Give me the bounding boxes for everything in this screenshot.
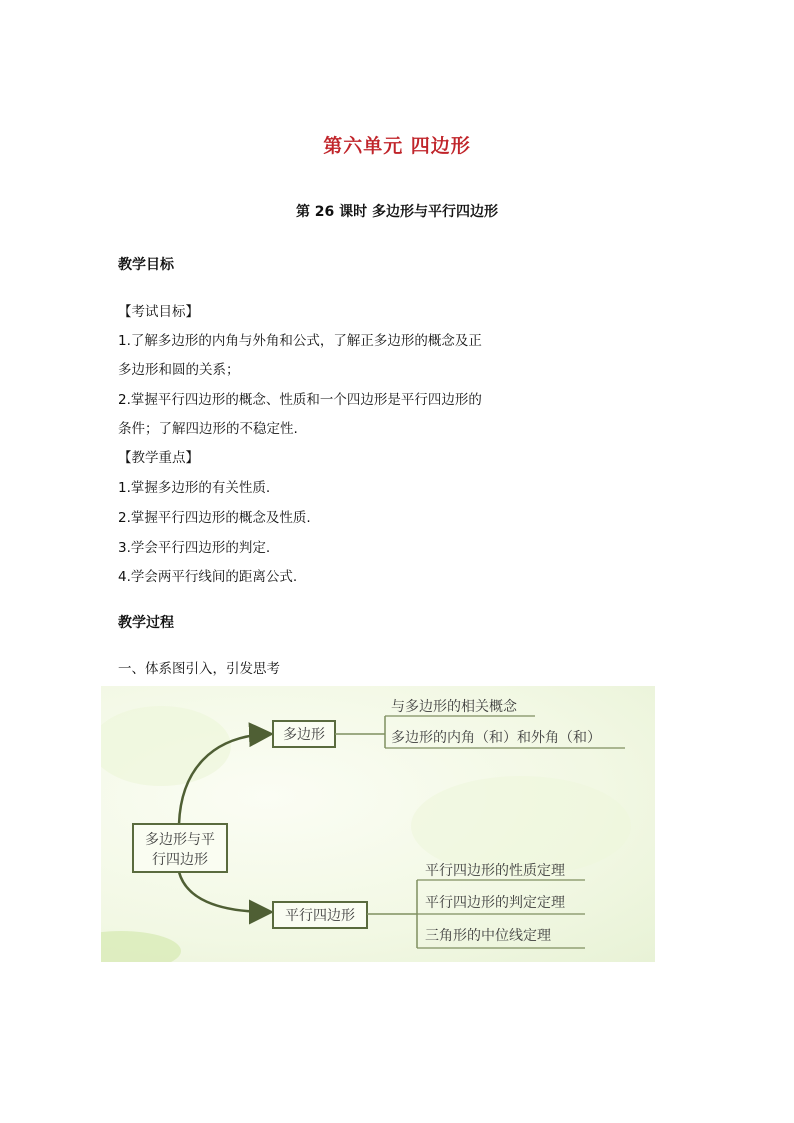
leaf-decoration	[411, 776, 631, 876]
process-heading: 教学过程	[118, 615, 174, 631]
teaching-goals-heading: 教学目标	[118, 257, 174, 273]
lesson-title: 第 26 课时 多边形与平行四边形	[295, 204, 499, 220]
unit-title: 第六单元 四边形	[323, 135, 471, 157]
parallelogram-label: 平行四边形	[285, 908, 355, 924]
leaf-decoration	[101, 706, 231, 786]
section-one-title: 一、体系图引入，引发思考	[118, 661, 280, 677]
key-point-line: 2.掌握平行四边形的概念及性质.	[118, 510, 311, 526]
root-label-line1: 多边形与平	[145, 832, 215, 848]
key-point-line: 4.学会两平行线间的距离公式.	[118, 569, 298, 585]
exam-goal-line: 条件；了解四边形的不稳定性.	[118, 421, 298, 437]
key-point-line: 3.学会平行四边形的判定.	[118, 540, 271, 556]
top-leaf: 与多边形的相关概念	[391, 699, 517, 715]
arrow-to-parallelogram	[179, 872, 269, 912]
key-point-line: 1.掌握多边形的有关性质.	[118, 480, 271, 496]
concept-diagram-svg	[101, 686, 655, 962]
concept-diagram	[101, 686, 655, 962]
bottom-leaf: 三角形的中位线定理	[425, 928, 551, 944]
exam-goal-line: 2.掌握平行四边形的概念、性质和一个四边形是平行四边形的	[118, 392, 482, 408]
exam-goal-line: 1.了解多边形的内角与外角和公式，了解正多边形的概念及正	[118, 333, 482, 349]
root-label-line2: 行四边形	[152, 852, 208, 868]
bottom-leaf: 平行四边形的判定定理	[425, 895, 565, 911]
exam-goal-line: 多边形和圆的关系；	[118, 362, 240, 378]
polygon-label: 多边形	[283, 727, 325, 743]
leaf-decoration	[101, 931, 181, 962]
top-leaf: 多边形的内角（和）和外角（和）	[391, 730, 601, 746]
exam-goals-heading: 【考试目标】	[118, 304, 199, 320]
bottom-leaf: 平行四边形的性质定理	[425, 863, 565, 879]
key-points-heading: 【教学重点】	[118, 450, 199, 466]
